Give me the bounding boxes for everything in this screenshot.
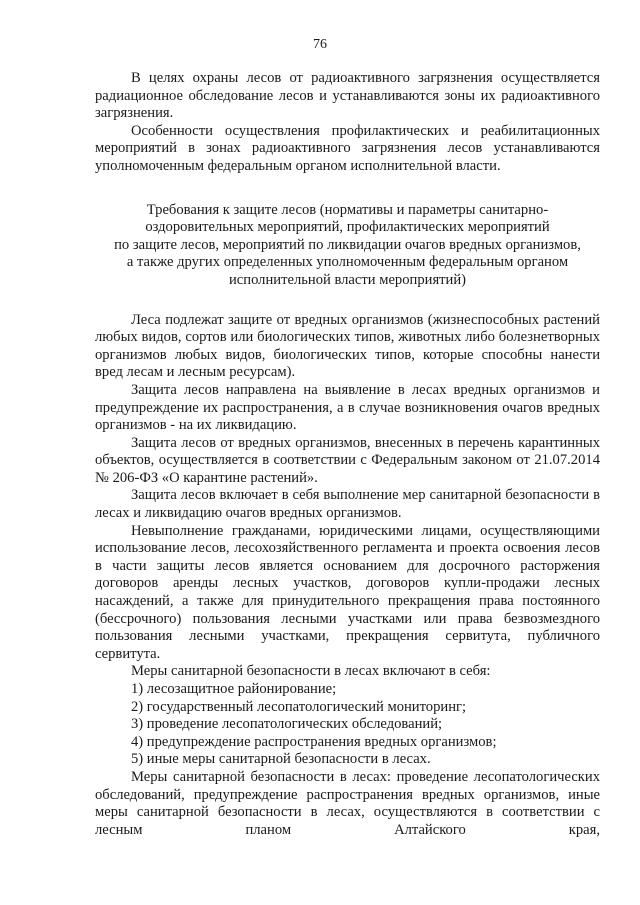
list-item: 4) предупреждение распространения вредных организмов;	[131, 733, 497, 750]
heading-line-1: Требования к защите лесов (нормативы и параметры санитарно-	[146, 201, 549, 218]
heading-line-4: а также других определенных уполномоченным федеральным органом	[126, 254, 569, 271]
intro-paragraph-1: В целях охраны лесов от радиоактивного загрязнения осуществляется радиационное обследование лесов и устанавливаются зоны их радиоактивного загрязнения.	[95, 70, 600, 122]
page-number: 76	[313, 37, 327, 52]
list-item: 2) государственный лесопатологический мониторинг;	[131, 698, 467, 715]
body-paragraph-6: Меры санитарной безопасности в лесах включают в себя:	[131, 663, 491, 680]
body-paragraph-5: Невыполнение гражданами, юридическими лицами, осуществляющими использование лесов, лесохозяйственного регламента и проекта освоения лесов в части защиты лесов является основанием для досрочного расторжения договоров аренды лесных участков, договоров купли-продажи лесных насаждений, а также для принудительного прекращения права постоянного (бессрочного) пользования лесными участками или права безвозмездного пользования лесными участками, прекращения сервитута, публичного сервитута.	[95, 522, 600, 662]
list-item: 5) иные меры санитарной безопасности в лесах.	[131, 751, 431, 768]
intro-paragraph-2: Особенности осуществления профилактических и реабилитационных мероприятий в зонах радиоактивного загрязнения лесов устанавливаются уполномоченным федеральным органом исполнительной власти.	[95, 122, 600, 174]
list-item: 1) лесозащитное районирование;	[131, 681, 337, 697]
body-paragraph-3: Защита лесов от вредных организмов, внесенных в перечень карантинных объектов, осуществляется в соответствии с Федеральным законом от 21.07.2014 № 206-ФЗ «О карантине растений».	[95, 434, 600, 486]
section-heading	[95, 202, 600, 290]
body-paragraph-2: Защита лесов направлена на выявление в лесах вредных организмов и предупреждение их распространения, а в случае возникновения очагов вредных организмов - на их ликвидацию.	[95, 381, 600, 434]
list-item: 3) проведение лесопатологических обследований;	[131, 716, 443, 733]
heading-line-3: по защите лесов, мероприятий по ликвидации очагов вредных организмов,	[114, 236, 581, 253]
body-paragraph-1: Леса подлежат защите от вредных организмов (жизнеспособных растений любых видов, сортов или биологических типов, животных либо болезнетворных организмов любых видов, биологических типов, которые способны нанести вред лесам и лесным ресурсам).	[95, 311, 600, 381]
body-paragraph-4: Защита лесов включает в себя выполнение мер санитарной безопасности в лесах и ликвидацию очагов вредных организмов.	[95, 487, 600, 522]
heading-line-5: исполнительной власти мероприятий)	[228, 271, 467, 288]
heading-line-2: оздоровительных мероприятий, профилактических мероприятий	[145, 219, 550, 236]
page-content	[95, 70, 600, 839]
closing-paragraph: Меры санитарной безопасности в лесах: проведение лесопатологических обследований, предупреждение распространения вредных организмов, иные меры санитарной безопасности в лесах, осуществляются в соответствии с лесным планом Алтайского края,	[95, 768, 600, 838]
